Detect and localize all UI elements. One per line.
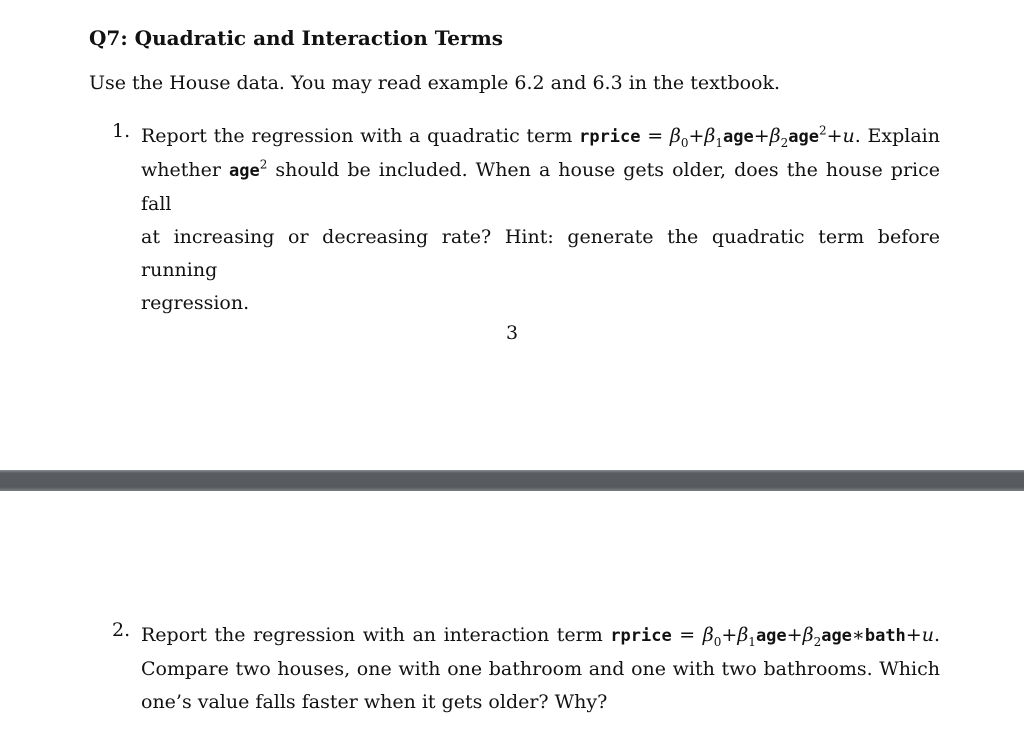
- item-line: one’s value falls faster when it gets older? Why?: [141, 691, 608, 713]
- var-age: age: [821, 626, 852, 646]
- item-line: regression.: [141, 292, 250, 314]
- list-item-2: [112, 619, 940, 719]
- subscript: 0: [680, 135, 689, 150]
- subscript: 2: [813, 634, 822, 649]
- item-line: [141, 619, 940, 653]
- var-rprice: rprice: [579, 127, 641, 147]
- plus-sign: +: [721, 624, 738, 646]
- beta-symbol: β: [769, 125, 781, 147]
- beta-symbol: β: [737, 624, 749, 646]
- plus-sign: +: [786, 624, 803, 646]
- item-number: 2.: [112, 619, 131, 641]
- question-heading: Q7: Quadratic and Interaction Terms: [89, 26, 503, 50]
- equals-sign: =: [640, 125, 670, 147]
- item-line: Compare two houses, one with one bathroom and one with two bathrooms. Which: [141, 658, 940, 680]
- item-line: [141, 154, 940, 221]
- item-text: [141, 619, 940, 719]
- var-bath: bath: [864, 626, 906, 646]
- item-line: [141, 120, 940, 154]
- plus-sign: +: [826, 125, 843, 147]
- equals-sign: =: [671, 624, 703, 646]
- page-bottom: [0, 491, 1024, 730]
- list-item-1: [112, 120, 940, 320]
- beta-symbol: β: [702, 624, 714, 646]
- var-age: age: [228, 161, 260, 181]
- text-run: Report the regression with an interaction term: [141, 624, 611, 646]
- multiply-sign: ∗: [851, 624, 865, 646]
- superscript: 2: [259, 157, 268, 172]
- subscript: 1: [715, 135, 723, 150]
- beta-symbol: β: [704, 125, 716, 147]
- subscript: 1: [748, 634, 756, 649]
- plus-sign: +: [688, 125, 705, 147]
- text-run: whether: [141, 159, 229, 181]
- item-number: 1.: [112, 120, 131, 142]
- text-run: should be included. When a house gets older, does the house price fall: [141, 159, 941, 215]
- var-age: age: [723, 127, 754, 147]
- var-rprice: rprice: [610, 626, 672, 646]
- page-divider: [0, 470, 1024, 491]
- subscript: 2: [780, 135, 789, 150]
- beta-symbol: β: [802, 624, 814, 646]
- var-age: age: [788, 127, 819, 147]
- text-run: . Explain: [854, 125, 940, 147]
- beta-symbol: β: [669, 125, 681, 147]
- item-text: [141, 120, 940, 320]
- subscript: 0: [713, 634, 722, 649]
- error-term: u: [921, 624, 934, 646]
- plus-sign: +: [905, 624, 922, 646]
- text-run: Report the regression with a quadratic term: [141, 125, 580, 147]
- superscript: 2: [818, 123, 827, 138]
- item-line: at increasing or decreasing rate? Hint: generate the quadratic term before running: [141, 226, 940, 281]
- page-number: 3: [505, 322, 519, 344]
- intro-paragraph: Use the House data. You may read example 6.2 and 6.3 in the textbook.: [89, 72, 781, 94]
- text-run: .: [933, 624, 941, 646]
- plus-sign: +: [753, 125, 770, 147]
- var-age: age: [755, 626, 787, 646]
- error-term: u: [842, 125, 855, 147]
